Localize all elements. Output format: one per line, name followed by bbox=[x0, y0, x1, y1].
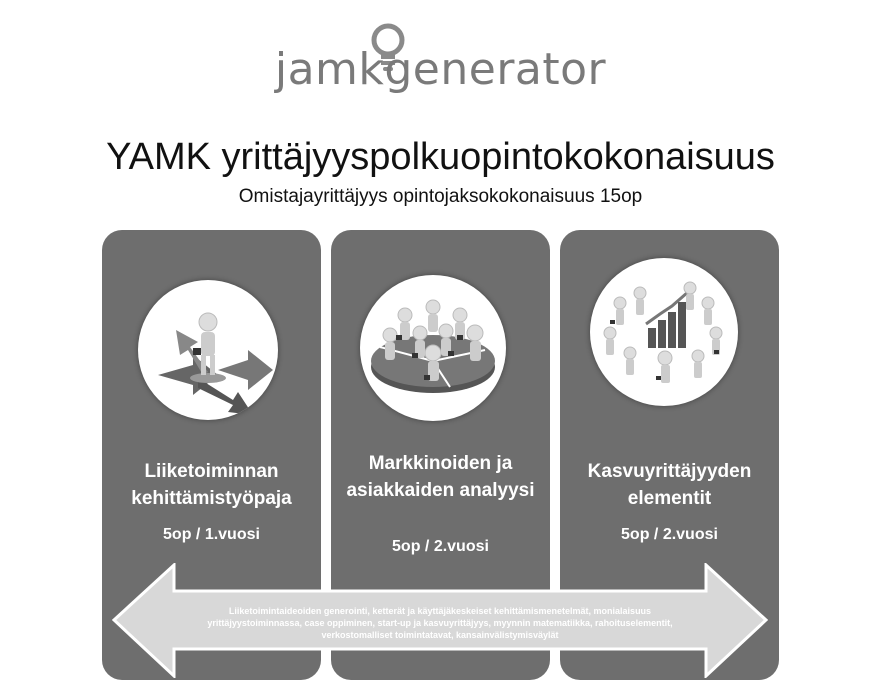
arrow-text-line: verkostomalliset toimintatavat, kansainvälistymisväylät bbox=[321, 630, 559, 640]
logo-text: jamkgenerator bbox=[274, 44, 607, 95]
arrow-text-line: yrittäjyystoiminnassa, case oppiminen, start-up ja kasvuyrittäjyys, myynnin matematiikka, rahoituselementit, bbox=[207, 618, 673, 628]
page-subtitle: Omistajayrittäjyys opintojaksokokonaisuus 15op bbox=[238, 186, 643, 207]
course-credits: 5op / 2.vuosi bbox=[621, 526, 718, 543]
course-title: Liiketoiminnan kehittämistyöpaja bbox=[131, 461, 292, 509]
course-title: Kasvuyrittäjyyden elementit bbox=[587, 461, 752, 509]
arrow-description bbox=[170, 605, 710, 641]
course-credits: 5op / 2.vuosi bbox=[392, 538, 489, 555]
arrow-text-line: Liiketoimintaideoiden generointi, ketterät ja käyttäjäkeskeiset kehittämismenetelmät, monialaisuus bbox=[228, 606, 652, 616]
team-growth-chart-illustration bbox=[590, 258, 738, 406]
group-pie-chart-illustration bbox=[360, 275, 506, 421]
course-credits: 5op / 1.vuosi bbox=[163, 526, 260, 543]
page-title: YAMK yrittäjyyspolkuopintokokonaisuus bbox=[106, 136, 775, 178]
course-title: Markkinoiden ja asiakkaiden analyysi bbox=[346, 453, 535, 501]
person-arrows-illustration bbox=[138, 280, 278, 420]
